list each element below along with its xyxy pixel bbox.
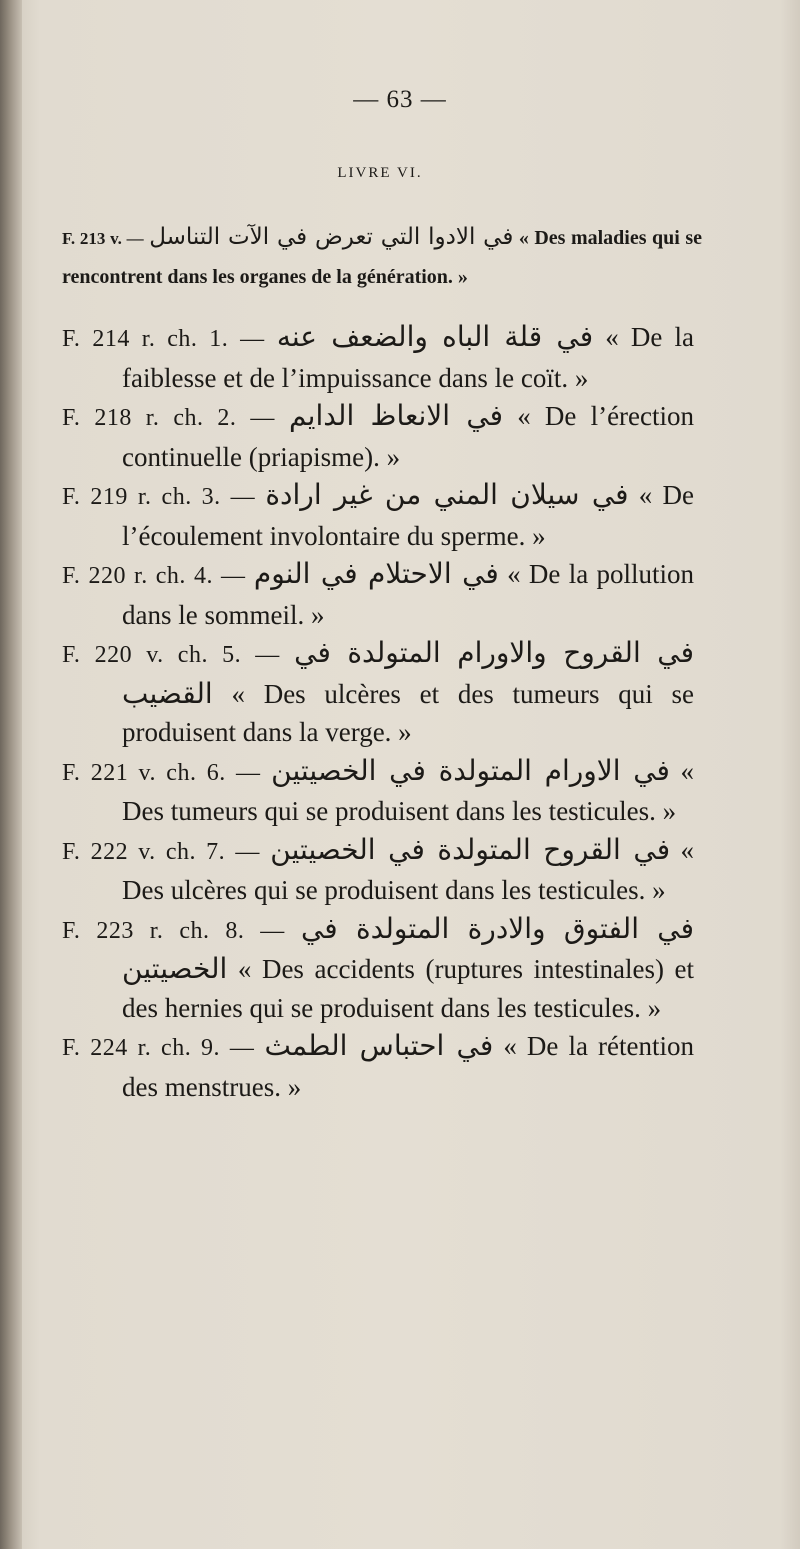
- arabic-title: في سيلان المني من غير ارادة: [265, 478, 629, 511]
- french-translation: « De la pollution dans le sommeil. »: [122, 559, 695, 630]
- chapter-list: [62, 318, 694, 1106]
- french-translation: « Des maladies qui se rencontrent dans les organes de la génération. »: [62, 227, 703, 288]
- arabic-title: في احتباس الطمث: [264, 1029, 494, 1062]
- chapter-entry: [62, 634, 694, 752]
- french-translation: « De la faiblesse et de l’impuissance dans le coït. »: [122, 322, 694, 393]
- folio-reference: F. 222 v. ch. 7. —: [62, 838, 260, 865]
- arabic-title: في الاحتلام في النوم: [253, 557, 499, 590]
- folio-reference: F. 219 r. ch. 3. —: [62, 484, 256, 510]
- chapter-entry: [62, 831, 694, 910]
- arabic-title: في الادوا التي تعرض في الآت التناسل: [149, 224, 514, 250]
- french-translation: « De l’érection continuelle (priapisme). »: [122, 401, 695, 472]
- arabic-title: في الاورام المتولدة في الخصيتين: [271, 753, 670, 787]
- arabic-title: في قلة الباه والضعف عنه: [276, 320, 594, 353]
- arabic-title: في الفتوق والادرة المتولدة في الخصيتين: [122, 911, 695, 985]
- folio-reference: F. 223 r. ch. 8. —: [62, 917, 285, 944]
- arabic-title: في القروح المتولدة في الخصيتين: [270, 832, 671, 866]
- chapter-entry: [62, 1027, 694, 1106]
- chapter-entry: [62, 752, 694, 831]
- folio-reference: F. 221 v. ch. 6. —: [62, 759, 261, 786]
- folio-reference: F. 218 r. ch. 2. —: [62, 405, 275, 431]
- french-translation: « Des tumeurs qui se produisent dans les testicules. »: [122, 755, 695, 826]
- chapter-entry: [62, 318, 694, 397]
- page-number: — 63 —: [353, 86, 447, 113]
- arabic-title: في القروح والاورام المتولدة في القضيب: [122, 636, 694, 710]
- chapter-entry: [62, 397, 694, 476]
- section-title: LIVRE VI.: [337, 165, 423, 181]
- chapter-entry: [62, 910, 694, 1028]
- chapter-entry: [62, 476, 694, 555]
- french-translation: « Des ulcères qui se produisent dans les testicules. »: [122, 834, 695, 905]
- folio-reference: F. 213 v. —: [62, 229, 144, 248]
- folio-reference: F. 224 r. ch. 9. —: [62, 1035, 255, 1061]
- french-translation: « De l’écoulement involontaire du sperme. »: [122, 480, 695, 551]
- arabic-title: في الانعاظ الدايم: [289, 399, 504, 432]
- folio-reference: F. 214 r. ch. 1. —: [62, 326, 265, 352]
- chapter-entry: [62, 555, 694, 634]
- french-translation: « Des accidents (ruptures intestinales) et des hernies qui se produisent dans les testicules. »: [122, 954, 695, 1023]
- book-binding-edge: [0, 0, 22, 1549]
- header-entry: [62, 218, 702, 296]
- french-translation: « De la rétention des menstrues. »: [122, 1031, 695, 1102]
- folio-reference: F. 220 v. ch. 5. —: [62, 642, 280, 668]
- folio-reference: F. 220 r. ch. 4. —: [62, 563, 246, 589]
- french-translation: « Des ulcères et des tumeurs qui se produisent dans la verge. »: [122, 678, 695, 747]
